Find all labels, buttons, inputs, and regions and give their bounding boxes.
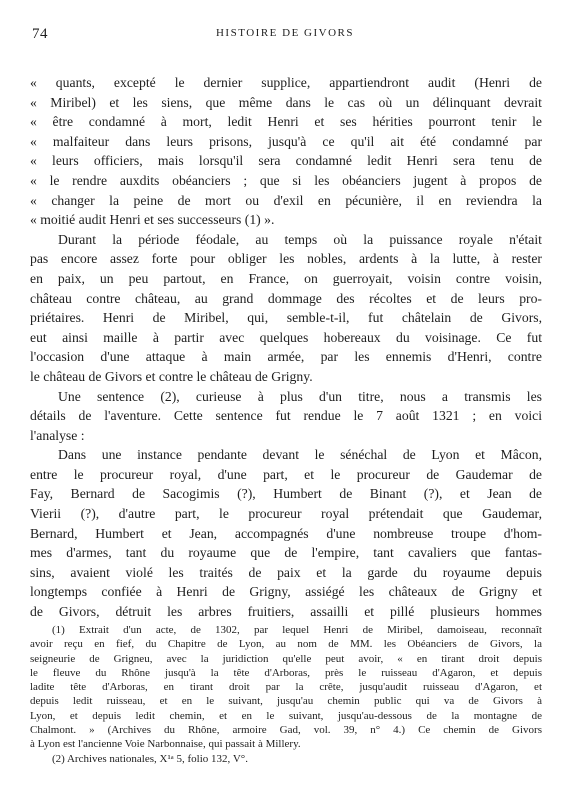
footnote-line: le fleuve du Rhône jusqu'à la tête d'Arboras, près le ruisseau d'Agaron, et depuis [30, 666, 542, 679]
footnote-line: à Lyon est l'ancienne Voie Narbonnaise, qui passait à Millery. [30, 738, 301, 751]
body-line: « être condamné à mort, ledit Henri et ses hérities pourront tenir le [30, 114, 542, 130]
body-line: Dans une instance pendante devant le sénéchal de Lyon et Mâcon, [58, 447, 542, 463]
body-line: « malfaiteur dans leurs prisons, jusqu'à ce qu'il ait été condamné par [30, 133, 542, 149]
page-header [30, 22, 540, 42]
body-line: l'occasion d'une attaque à main armée, par les ennemis d'Henri, contre [30, 349, 542, 365]
body-line: mes d'armes, tant du royaume que de l'empire, tant cavaliers que fantas- [30, 545, 542, 561]
body-line: longtemps confiée à Henri de Grigny, assiégé les châteaux de Grigny et [30, 584, 542, 600]
running-title: HISTOIRE DE GIVORS [215, 27, 355, 39]
body-line: eut ainsi maille à partir avec quelques hobereaux du voisinage. Ce fut [30, 329, 542, 345]
body-line: sins, avaient violé les traités de paix et la garde du royaume depuis [30, 564, 542, 580]
footnote-line: ladite tête d'Arboras, en tirant droit par la crête, jusqu'audit ruisseau d'Agaron, et [30, 681, 542, 694]
body-line: détails de l'aventure. Cette sentence fut rendue le 7 août 1321 ; en voici [30, 408, 542, 424]
body-line: « leurs officiers, mais lorsqu'il sera condamné ledit Henri sera tenu de [30, 153, 542, 169]
body-line: de Givors, détruit les arbres fruitiers, assailli et pillé plusieurs hommes [30, 604, 542, 620]
body-line: pas encore assez forte pour obliger les nobles, ardents à la lutte, à rester [30, 251, 542, 267]
body-line: « quants, excepté le dernier supplice, appartiendront audit (Henri de [30, 75, 542, 90]
footnote-line: Chalmont. » (Archives du Rhône, armoire Gad, vol. 39, n° 4.) Ce chemin de Givors [30, 724, 542, 737]
page-number: 74 [32, 26, 48, 42]
footnote-line: seigneurie de Grigneu, avec la juridiction qu'elle peut avoir, « en tirant droit depuis [30, 652, 542, 665]
footnote-line: depuis ledit ruisseau, et en le suivant, jusqu'au chemin public qui va de Givors à [30, 695, 542, 708]
body-line: l'analyse : [30, 427, 85, 443]
body-line: « Miribel) et les siens, que même dans le cas où un délinquant devrait [30, 94, 542, 110]
body-line: en paix, un peu partout, en France, on guerroyait, voisin contre voisin, [30, 270, 542, 286]
body-line: Durant la période féodale, au temps où la puissance royale n'était [58, 231, 542, 247]
body-line: « changer la peine de mort ou d'exil en pécunière, il en reviendra la [30, 192, 542, 208]
body-line: Bernard, Humbert et Jean, accompagnés d'une nombreuse troupe d'hom- [30, 525, 542, 541]
body-line: priétaires. Henri de Miribel, qui, semble-t-il, fut châtelain de Givors, [30, 310, 542, 326]
footnotes [30, 623, 542, 766]
footnote-line: avoir reçu en fief, du Chapitre de Lyon, au nom de MM. les Obéanciers de Givors, la [30, 638, 542, 651]
body-line: Fay, Bernard de Sacogimis (?), Humbert de Binant (?), et Jean de [30, 486, 542, 502]
body-line: le château de Givors et contre le château de Grigny. [30, 368, 313, 384]
footnote-line: (1) Extrait d'un acte, de 1302, par lequel Henri de Miribel, damoiseau, reconnaît [52, 624, 542, 636]
body-text [30, 73, 542, 622]
body-line: « le rendre auxdits obéanciers ; que si les obéanciers jugent à propos de [30, 172, 542, 188]
body-line: château contre château, au grand dommage des récoltes et de leurs pro- [30, 290, 542, 306]
body-line: entre le procureur royal, d'une part, et le procureur de Gaudemar de [30, 466, 542, 482]
footnote-line: (2) Archives nationales, X¹ᵃ 5, folio 132, V°. [52, 752, 248, 765]
body-line: Vierii (?), d'autre part, le procureur royal prétendait que Gaudemar, [30, 506, 542, 522]
body-line: Une sentence (2), curieuse à plus d'un titre, nous a transmis les [58, 388, 542, 404]
footnote-line: Lyon, et depuis ledit chemin, et en le suivant, jusqu'au-dessous de la montagne de [30, 709, 542, 722]
body-line: « moitié audit Henri et ses successeurs (1) ». [30, 212, 275, 228]
